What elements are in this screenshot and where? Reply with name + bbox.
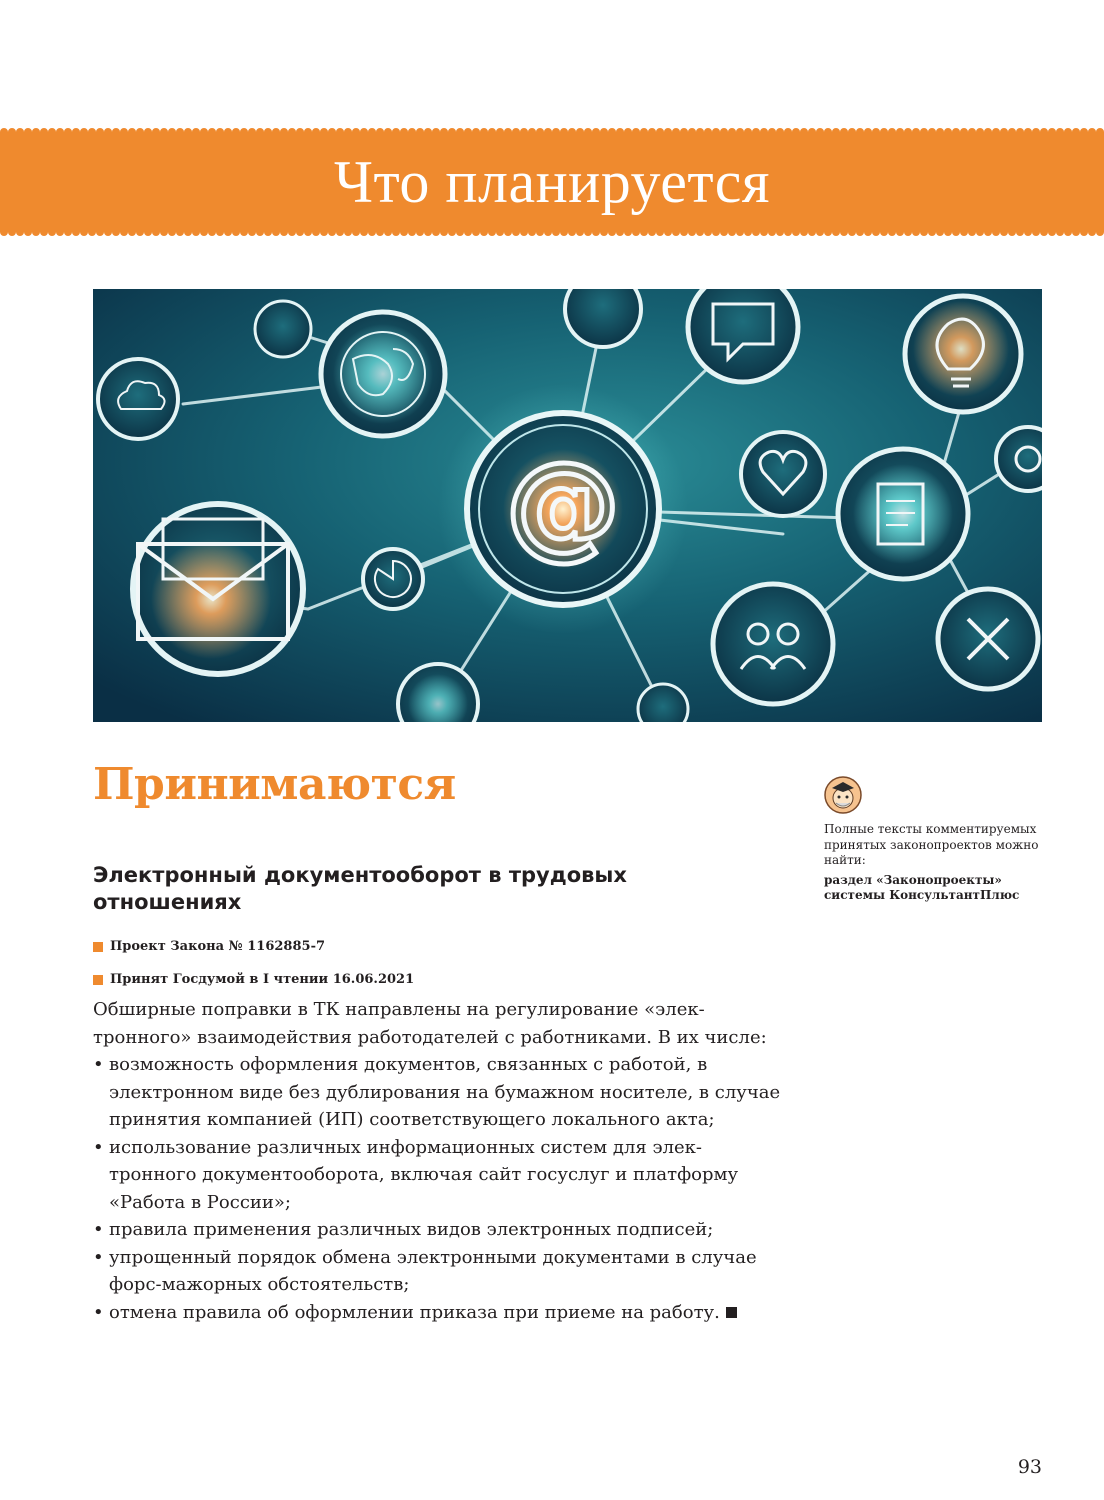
bullet-item-text: правила применения различных видов электронных подписей;: [109, 1219, 714, 1240]
banner-title: Что планируется: [333, 149, 771, 215]
sidebar-note: [824, 776, 1064, 904]
bullet-item: [93, 1244, 783, 1299]
at-sign-icon: [438, 384, 688, 634]
meta-item-text: Принят Госдумой в I чтении 16.06.2021: [110, 972, 415, 987]
bullet-item-text: использование различных информационных систем для электронного документооборота, включая сайт госуслуг и платформу «Работа в России»;: [109, 1136, 739, 1213]
document-icon: [838, 449, 968, 579]
sidebar-note-text: Полные тексты комментируемых принятых законопроектов можно найти:: [824, 822, 1039, 867]
bullet-item: [93, 1216, 783, 1244]
meta-item: [93, 963, 414, 996]
banner-top-edge: [0, 128, 1104, 134]
people-icon: [713, 584, 833, 704]
section-title: Принимаются: [93, 759, 456, 810]
tools-icon: [938, 589, 1038, 689]
cursor-icon: [398, 664, 478, 722]
cloud-icon: [98, 359, 178, 439]
orange-square-bullet-icon: [93, 942, 103, 952]
globe-icon: [321, 312, 445, 436]
pie-chart-icon: [363, 549, 423, 609]
bullet-item-text: отмена правила об оформлении приказа при приеме на работу.: [109, 1301, 720, 1323]
orange-square-bullet-icon: [93, 975, 103, 985]
article-meta-list: [93, 930, 414, 996]
bullet-item: [93, 1299, 783, 1327]
article-title: Электронный документооборот в трудовых отношениях: [93, 863, 627, 914]
article-intro: Обширные поправки в ТК направлены на регулирование «электронного» взаимодействия работодателей с работниками. В их числе:: [93, 999, 767, 1048]
hero-image: [93, 289, 1042, 722]
bullet-item-text: возможность оформления документов, связанных с работой, в электронном виде без дублирования на бумажном носителе, в случае принятия компанией (ИП) соответствующего локального акта;: [109, 1054, 781, 1130]
square-end-mark-icon: [726, 1307, 737, 1318]
lightbulb-icon: [905, 296, 1021, 412]
envelope-icon: [133, 504, 303, 674]
gear-icon: [996, 427, 1042, 491]
professor-avatar-icon: [824, 776, 862, 814]
bullet-item: [93, 1134, 783, 1217]
bullet-item: [93, 1051, 783, 1134]
sidebar-source-text: раздел «Законопроекты» системы КонсультантПлюс: [824, 872, 1020, 902]
bullet-item-text: упрощенный порядок обмена электронными документами в случае форс-мажорных обстоятельств;: [109, 1246, 757, 1295]
meta-item-text: Проект Закона № 1162885-7: [110, 939, 326, 954]
heart-icon: [741, 432, 825, 516]
meta-item: [93, 930, 414, 963]
chat-bubble-icon: [688, 289, 798, 382]
article-bullet-list: [93, 1051, 783, 1326]
page-number: 93: [1017, 1456, 1042, 1478]
article-body: [93, 996, 783, 1326]
svg-text:@: @: [505, 438, 621, 572]
banner-bottom-edge: [0, 230, 1104, 236]
header-banner: [0, 128, 1104, 236]
